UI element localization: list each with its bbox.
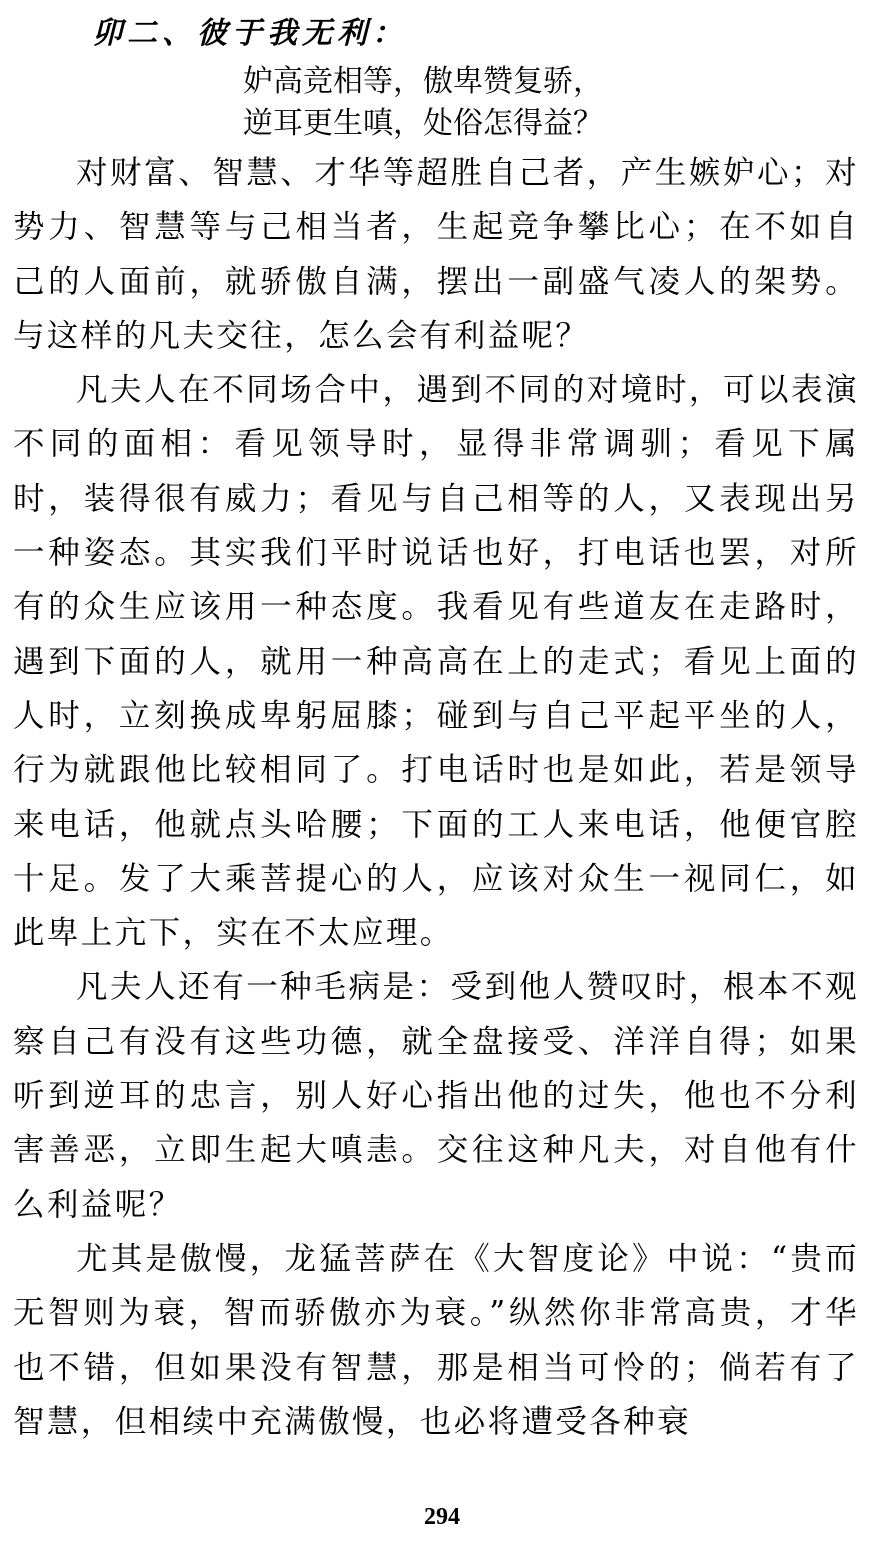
verse-line-1: 妒高竞相等，傲卑赞复骄， [243,64,603,99]
paragraph-4: 尤其是傲慢，龙猛菩萨在《大智度论》中说：“贵而无智则为衰，智而骄傲亦为衰。”纵然你非常高贵，才华也不错，但如果没有智慧，那是相当可怜的；倘若有了智慧，但相续中充满傲慢，也必将遭受各种衰 [13,1240,859,1440]
verse-line-2: 逆耳更生嗔，处俗怎得益？ [243,106,603,141]
paragraph-3: 凡夫人还有一种毛病是：受到他人赞叹时，根本不观察自己有没有这些功德，就全盘接受、洋洋自得；如果听到逆耳的忠言，别人好心指出他的过失，他也不分利害善恶，立即生起大嗔恚。交往这种凡夫，对自他有什么利益呢？ [13,969,859,1223]
paragraph-1: 对财富、智慧、才华等超胜自己者，产生嫉妒心；对势力、智慧等与己相当者，生起竞争攀比心；在不如自己的人面前，就骄傲自满，摆出一副盛气凌人的架势。与这样的凡夫交往，怎么会有利益呢？ [13,155,859,354]
section-heading: 卯二、彼于我无利： [92,16,407,51]
commentary-body [13,146,859,1449]
page-number: 294 [424,1504,460,1530]
paragraph-2: 凡夫人在不同场合中，遇到不同的对境时，可以表演不同的面相：看见领导时，显得非常调驯；看见下属时，装得很有威力；看见与自己相等的人，又表现出另一种姿态。其实我们平时说话也好，打电话也罢，对所有的众生应该用一种态度。我看见有些道友在走路时，遇到下面的人，就用一种高高在上的走式；看见上面的人时，立刻换成卑躬屈膝；碰到与自己平起平坐的人，行为就跟他比较相同了。打电话时也是如此，若是领导来电话，他就点头哈腰；下面的工人来电话，他便官腔十足。发了大乘菩提心的人，应该对众生一视同仁，如此卑上亢下，实在不太应理。 [13,372,859,952]
